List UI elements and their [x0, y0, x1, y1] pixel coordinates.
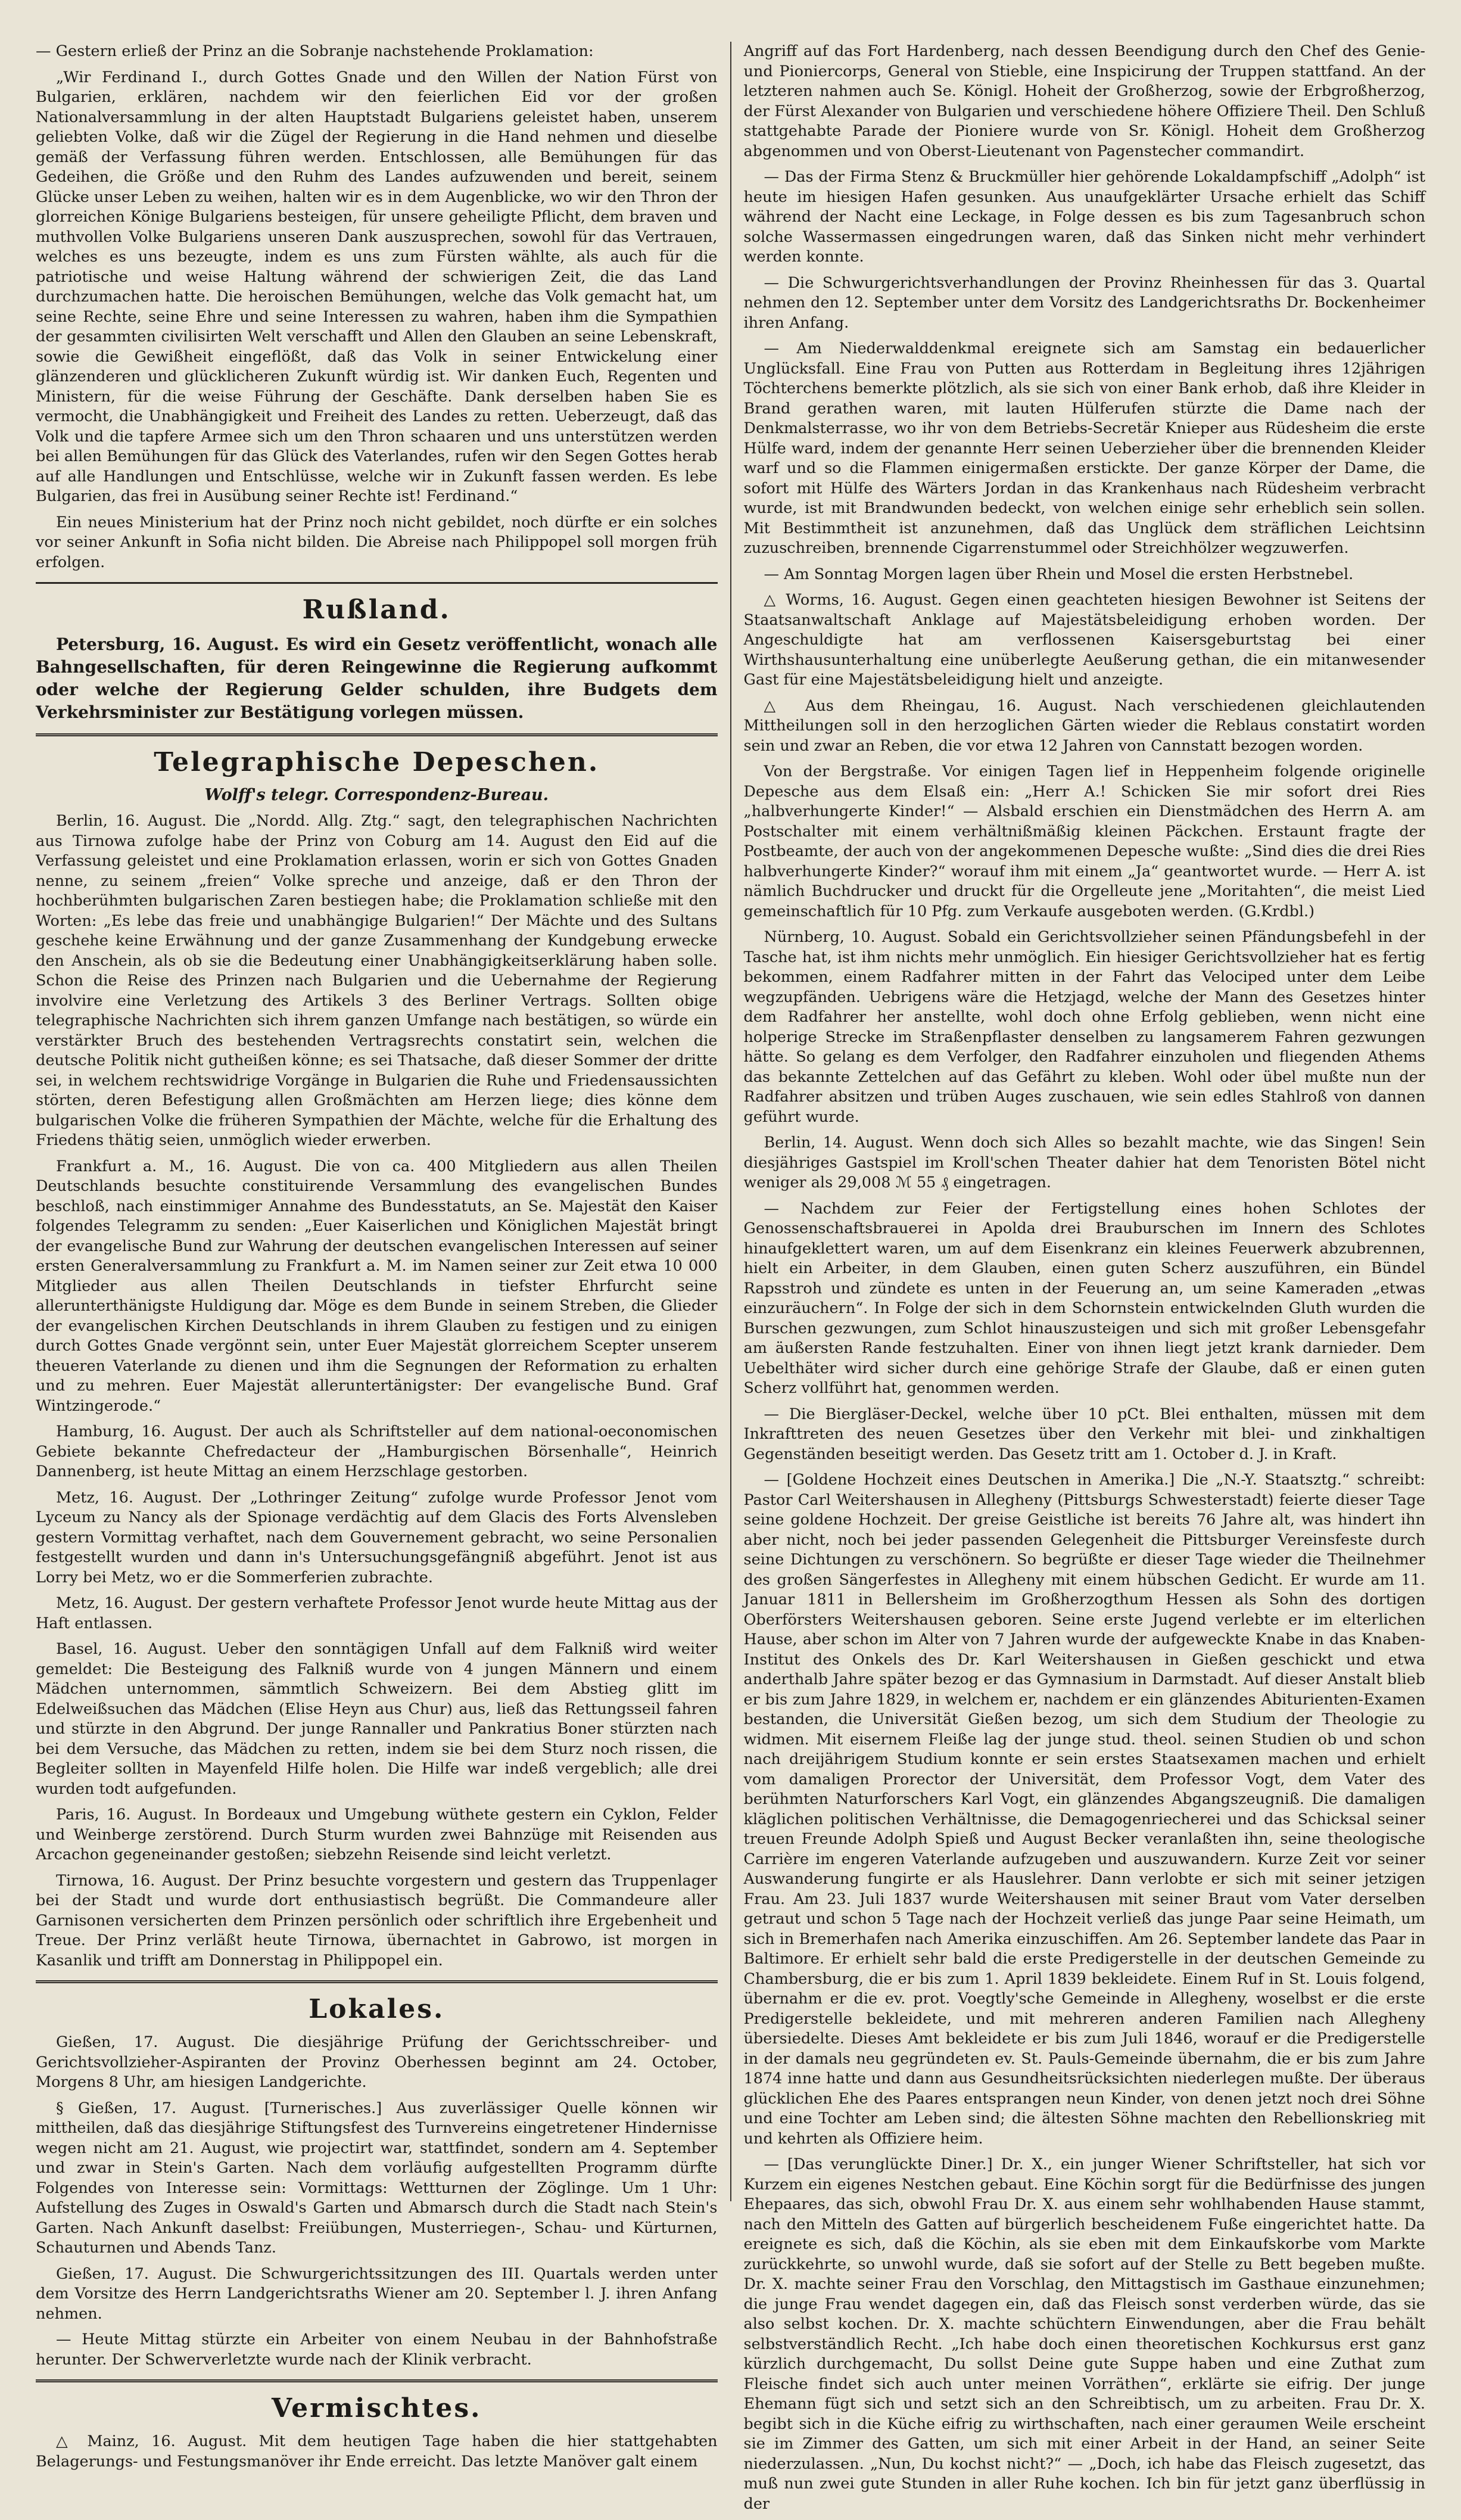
telegram-item: Paris, 16. August. In Bordeaux und Umgebung wüthete gestern ein Cyklon, Felder und Weinberge zerstörend. Durch Sturm wurden zwei Bahnzüge mit Reisenden aus Arcachon gegeneinander gestoßen; siebzehn Reisende sind leicht verletzt.	[36, 1806, 718, 1863]
article-paragraph: Berlin, 14. August. Wenn doch sich Alles so bezahlt machte, wie das Singen! Sein diesjähriges Gastspiel im Kroll'schen Theater dahier hat dem Tenoristen Bötel nicht weniger als 29,008 ℳ 55 ₰ eingetragen.	[743, 1134, 1425, 1191]
lokales-heading: Lokales.	[309, 1994, 445, 2024]
telegram-item: Basel, 16. August. Ueber den sonntägigen Unfall auf dem Falkniß wird weiter gemeldet: Die Besteigung des Falkniß wurde von 4 jungen Männern und einem Mädchen unternommen, sämmtlich Schweizern. Bei dem Abstieg glitt im Edelweißsuchen das Mädchen (Elise Heyn aus Chur) aus, ließ das Rettungsseil fahren und stürzte in den Abgrund. Der junge Rannaller und Pankratius Boner stürzten nach bei dem Versuche, das Mädchen zu retten, indem sie bei dem Sturz noch rissen, die Begleiter sollten in Mayenfeld Hilfe holen. Die Hilfe war indeß vergeblich; alle drei wurden todt aufgefunden.	[36, 1640, 718, 1798]
section-rule	[36, 1980, 718, 1983]
article-paragraph: — Am Niederwalddenkmal ereignete sich am Samstag ein bedauerlicher Unglücksfall. Eine Frau von Putten aus Rotterdam in Begleitung ihres 12jährigen Töchterchens bemerkte plötzlich, als sie sich von einer Bank erhob, daß ihre Kleider in Brand gerathen waren, mit lauten Hülferufen stürzte die Dame nach der Denkmalsterrasse, wo ihr von dem Betriebs-Secretär Knieper aus Rüdesheim die erste Hülfe ward, indem der genannte Herr seinen Ueberzieher über die brennenden Kleider warf und so die Flammen einigermaßen erstickte. Der ganze Körper der Dame, die sofort mit Hülfe des Wärters Jordan in das Krankenhaus nach Rüdesheim verbracht wurde, ist mit Brandwunden bedeckt, von welchen einige sehr erheblich sein sollen. Mit Bestimmtheit ist anzunehmen, daß das Unglück dem sträflichen Leichtsinn zuzuschreiben, brennende Cigarrenstummel oder Streichhölzer wegzuwerfen.	[743, 340, 1425, 557]
column-divider	[730, 42, 731, 2201]
telegram-item: Frankfurt a. M., 16. August. Die von ca. 400 Mitgliedern aus allen Theilen Deutschlands besuchte constituirende Versammlung des evangelischen Bundes beschloß, nach einstimmiger Annahme des Bundesstatuts, an Se. Majestät den Kaiser folgendes Telegramm zu senden: „Euer Kaiserlichen und Königlichen Majestät bringt der evangelische Bund zur Wahrung der deutschen evangelischen Interessen auf seiner ersten Generalversammlung zu Frankfurt a. M. im Namen seiner zur Zeit etwa 10 000 Mitglieder aus allen Theilen Deutschlands in tiefster Ehrfurcht seine allerunterthänigste Huldigung dar. Möge es dem Bunde in seinem Streben, die Glieder der evangelischen Kirchen Deutschlands in ihrem Glauben zu festigen und zu einigen durch Gottes Gnade vergönnt sein, unter Euer Majestät glorreichem Scepter unserem theueren Vaterlande zu dienen und ihm die Segnungen der Reformation zu erhalten und zu mehren. Euer Majestät alleruntertänigster: Der evangelische Bund. Graf Wintzingerode.“	[36, 1157, 718, 1415]
russia-heading: Rußland.	[302, 595, 451, 625]
telegraph-heading: Telegraphische Depeschen.	[154, 747, 600, 777]
telegraph-subheading: Wolff's telegr. Correspondenz-Bureau.	[204, 786, 549, 804]
article-paragraph: Angriff auf das Fort Hardenberg, nach dessen Beendigung durch den Chef des Genie- und Pioniercorps, General von Stieble, eine Inspicirung der Truppen stattfand. An der letzteren nahmen auch Se. Königl. Hoheit der Großherzog, sowie der Erbgroßherzog, der Fürst Alexander von Bulgarien und verschiedene höhere Offiziere Theil. Den Schluß stattgehabte Parade der Pioniere wurde von Sr. Königl. Hoheit dem Großherzog abgenommen und von Oberst-Lieutenant von Pagenstecher commandirt.	[743, 42, 1425, 160]
article-paragraph: — Nachdem zur Feier der Fertigstellung eines hohen Schlotes der Genossenschaftsbrauerei in Apolda drei Brauburschen im Innern des Schlotes hinaufgeklettert waren, um auf dem Eisenkranz ein kleines Feuerwerk abzubrennen, hielt ein Arbeiter, in dem Glauben, einen guten Scherz auszuführen, ein Bündel Rapsstroh und zündete es unten in der Feuerung an, um seine Kameraden „etwas einzuräuchern“. In Folge der sich in dem Schornstein entwickelnden Gluth wurden die Burschen gezwungen, zum Schlot hinauszusteigen und sich mit großer Lebensgefahr am äußersten Rande festzuhalten. Einer von ihnen liegt jetzt krank darnieder. Dem Uebelthäter wird sicher durch eine gehörige Strafe der Glaube, daß er einen guten Scherz vollführt hat, genommen werden.	[743, 1199, 1425, 1397]
article-paragraph: — [Goldene Hochzeit eines Deutschen in Amerika.] Die „N.-Y. Staatsztg.“ schreibt: Pastor Carl Weitershausen in Allegheny (Pittsburgs Schwesterstadt) feierte dieser Tage seine goldene Hochzeit. Der greise Geistliche ist bereits 76 Jahre alt, was hindert ihn aber nicht, noch bei jeder passenden Gelegenheit die Pittsburger Vereinsfeste durch seine Dichtungen zu verschönern. So begrüßte er dieser Tage wieder die Theilnehmer des großen Sängerfestes in Allegheny mit einem hübschen Gedicht. Er wurde am 11. Januar 1811 in Bellersheim im Großherzogthum Hessen als Sohn des dortigen Oberförsters Weitershausen geboren. Seine erste Jugend verlebte er im elterlichen Hause, aber schon im Alter von 7 Jahren wurde der aufgeweckte Knabe in das Knaben-Institut des Onkels des Dr. Karl Weitershausen in Gießen geschickt und etwa anderthalb Jahre später bezog er das Gymnasium in Darmstadt. Auf dieser Anstalt blieb er bis zum Jahre 1829, in welchem er, nachdem er ein glänzendes Abiturienten-Examen bestanden, die Universität Gießen bezog, um sich dem Studium der Theologie zu widmen. Mit eisernem Fleiße lag der junge stud. theol. seinen Studien ob und schon nach dreijährigem Studium konnte er sein erstes Staatsexamen machen und erhielt vom damaligen Prorector der Universität, dem Professor Vogt, dem Vater des berühmten Naturforschers Karl Vogt, ein glänzendes Abgangszeugniß. Die damaligen kläglichen politischen Verhältnisse, die Demagogenriecherei und das Schicksal seiner treuen Freunde Adolph Spieß und August Becker veranlaßten ihn, seine theologische Carrière im engeren Vaterlande aufzugeben und auszuwandern. Kurze Zeit vor seiner Auswanderung fungirte er als Hauslehrer. Dann verlobte er sich mit seiner jetzigen Frau. Am 23. Juli 1837 wurde Weitershausen mit seiner Braut vom Vater derselben getraut und schon 5 Tage nach der Hochzeit verließ das junge Paar seine Heimath, um sich in Bremerhafen nach Amerika einzuschiffen. Am 26. September landete das Paar in Baltimore. Er erhielt sehr bald die erste Predigerstelle in der deutschen Gemeinde zu Chambersburg, die er bis zum 1. April 1839 bekleidete. Einem Ruf in St. Louis folgend, übernahm er die ev. prot. Voegtly'sche Gemeinde in Allegheny, woselbst er die erste Predigerstelle bekleidete, und mit mehreren anderen Familien nach Allegheny übersiedelte. Dieses Amt bekleidete er bis zum Juli 1846, worauf er die Predigerstelle in der damals neu gegründeten ev. St. Pauls-Gemeinde übernahm, die er bis zum Jahre 1874 inne hatte und dann aus Gesundheitsrücksichten niederlegen mußte. Der überaus glücklichen Ehe des Paares entsprangen neun Kinder, von denen jetzt noch drei Söhne und eine Tochter am Leben sind; die ältesten Söhne machten den Rebellionskrieg mit und kehrten als Offiziere heim.	[743, 1471, 1425, 2148]
article-paragraph: Nürnberg, 10. August. Sobald ein Gerichtsvollzieher seinen Pfändungsbefehl in der Tasche hat, ist ihm nichts mehr unmöglich. Ein hiesiger Gerichtsvollzieher hat es fertig bekommen, einem Radfahrer mitten in der Fahrt das Velociped unter dem Leibe wegzupfänden. Uebrigens wäre die Hetzjagd, welche der Mann des Gesetzes hinter dem Radfahrer her anstellte, wohl doch ohne Erfolg geblieben, wenn nicht eine holperige Strecke im Straßenpflaster denselben zu langsamerem Fahren gezwungen hätte. So gelang es dem Verfolger, den Radfahrer einzuholen und fliegenden Athems das bekannte Zettelchen auf das Gefährt zu kleben. Wohl oder übel mußte nun der Radfahrer absitzen und trüben Auges zuschauen, wie sein edles Stahlroß von dannen geführt wurde.	[743, 928, 1425, 1126]
telegram-item: Metz, 16. August. Der gestern verhaftete Professor Jenot wurde heute Mittag aus der Haft entlassen.	[36, 1594, 718, 1632]
telegram-item: Tirnowa, 16. August. Der Prinz besuchte vorgestern und gestern das Truppenlager bei der Stadt und wurde dort enthusiastisch begrüßt. Die Commandeure aller Garnisonen versicherten dem Prinzen persönlich oder schriftlich ihre Ergebenheit und Treue. Der Prinz verläßt heute Tirnowa, übernachtet in Gabrowo, ist morgen in Kasanlik und trifft am Donnerstag in Philippopel ein.	[36, 1871, 718, 1970]
article-paragraph: — Am Sonntag Morgen lagen über Rhein und Mosel die ersten Herbstnebel.	[764, 565, 1354, 583]
lokales-item: § Gießen, 17. August. [Turnerisches.] Aus zuverlässiger Quelle können wir mittheilen, daß das diesjährige Stiftungsfest des Turnvereins eingetretener Hindernisse wegen nicht am 21. August, wie projectirt war, stattfindet, sondern am 4. September und zwar in Stein's Garten. Nach dem vorläufig aufgestellten Programm dürfte Folgendes von Interesse sein: Vormittags: Wettturnen der Zöglinge. Um 1 Uhr: Aufstellung des Zuges in Oswald's Garten und Abmarsch durch die Stadt nach Stein's Garten. Nach Ankunft daselbst: Freiübungen, Musterriegen-, Schau- und Kürturnen, Schauturnen und Abends Tanz.	[36, 2099, 718, 2257]
two-column-layout	[36, 42, 1425, 2513]
telegram-item: Berlin, 16. August. Die „Nordd. Allg. Ztg.“ sagt, den telegraphischen Nachrichten aus Tirnowa zufolge habe der Prinz von Coburg am 14. August den Eid auf die Verfassung geleistet und eine Proklamation erlassen, worin er sich von Gottes Gnaden nenne, zu seinem „freien“ Volke spreche und anzeige, daß er den Thron der hochberühmten bulgarischen Zaren bestiegen habe; die Proklamation schließe mit den Worten: „Es lebe das freie und unabhängige Bulgarien!“ Der Mächte und des Sultans geschehe keine Erwähnung und der ganze Zusammenhang der Kundgebung erwecke den Anschein, als ob sie die Bedeutung einer Unabhängigkeitserklärung haben solle. Schon die Reise des Prinzen nach Bulgarien und die Uebernahme der Regierung involvire eine Verletzung des Artikels 3 des Berliner Vertrags. Sollten obige telegraphische Nachrichten sich ihrem ganzen Umfange nach bestätigen, so würde ein verstärkter Bruch des bestehenden Vertragsrechts constatirt sein, welchen die deutsche Politik nicht gutheißen könne; es sei Thatsache, daß dieser Sommer der dritte sei, in welchem rechtswidrige Vorgänge in Bulgarien die Ruhe und Friedensaussichten störten, deren Befestigung allen Großmächten am Herzen liege; dies könne dem bulgarischen Volke die früheren Sympathien der Mächte, welche für die Erhaltung des Friedens thätig seien, unmöglich wieder erwerben.	[36, 812, 718, 1149]
petersburg-news: Petersburg, 16. August. Es wird ein Gesetz veröffentlicht, wonach alle Bahngesellschaften, für deren Reingewinne die Regierung aufkommt oder welche der Regierung Gelder schulden, ihre Budgets dem Verkehrsminister zur Bestätigung vorlegen müssen.	[36, 634, 718, 722]
lokales-item: — Heute Mittag stürzte ein Arbeiter von einem Neubau in der Bahnhofstraße herunter. Der Schwerverletzte wurde nach der Klinik verbracht.	[36, 2331, 718, 2369]
article-paragraph: — Die Biergläser-Deckel, welche über 10 pCt. Blei enthalten, müssen mit dem Inkrafttreten des neuen Gesetzes über den Verkehr mit blei- und zinkhaltigen Gegenständen beseitigt werden. Das Gesetz tritt am 1. October d. J. in Kraft.	[743, 1405, 1425, 1463]
lokales-item: Gießen, 17. August. Die diesjährige Prüfung der Gerichtsschreiber- und Gerichtsvollzieher-Aspiranten der Provinz Oberhessen beginnt am 24. October, Morgens 8 Uhr, am hiesigen Landgerichte.	[36, 2033, 718, 2091]
proclamation-text: „Wir Ferdinand I., durch Gottes Gnade und den Willen der Nation Fürst von Bulgarien, erklären, nachdem wir den feierlichen Eid vor der großen Nationalversammlung in der alten Hauptstadt Bulgariens geleistet haben, unserem geliebten Volke, daß wir die Zügel der Regierung in die Hand nehmen und dieselbe gemäß der Verfassung führen werden. Entschlossen, alle Bemühungen für das Gedeihen, die Größe und den Ruhm des Landes aufzuwenden und bereit, seinem Glücke unser Leben zu weihen, halten wir es in dem Augenblicke, wo wir den Thron der glorreichen Könige Bulgariens besteigen, für unsere geheiligte Pflicht, dem braven und muthvollen Volke Bulgariens unseren Dank auszusprechen, sowohl für das Vertrauen, welches es uns bezeugte, indem es uns zum Fürsten wählte, als auch für die patriotische und weise Haltung während der schwierigen Zeit, die das Land durchzumachen hatte. Die heroischen Bemühungen, welche das Volk gemacht hat, um seine Rechte, seine Ehre und seine Interessen zu wahren, haben ihm die Sympathien der gesammten civilisirten Welt verschafft und Allen den Glauben an seine Lebenskraft, sowie die Gewißheit eingeflößt, daß das Volk in seiner Entwickelung einer glänzenderen und glücklicheren Zukunft würdig ist. Wir danken Euch, Regenten und Ministern, für die weise Führung der Geschäfte. Dank derselben haben Sie es vermocht, die Unabhängigkeit und Freiheit des Landes zu retten. Ueberzeugt, daß das Volk und die tapfere Armee sich um den Thron schaaren und uns unterstützen werden bei allen Bemühungen für das Glück des Vaterlandes, rufen wir den Segen Gottes herab auf alle Handlungen und Entschlüsse, welche wir in Zukunft fassen werden. Es lebe Bulgarien, das frei in Ausübung seiner Rechte ist! Ferdinand.“	[36, 68, 718, 505]
article-paragraph: △ Aus dem Rheingau, 16. August. Nach verschiedenen gleichlautenden Mittheilungen soll in den herzoglichen Gärten wieder die Reblaus constatirt worden sein und zwar an Reben, die vor etwa 12 Jahren von Cannstatt bezogen worden.	[743, 696, 1425, 755]
ministry-note: Ein neues Ministerium hat der Prinz noch nicht gebildet, noch dürfte er ein solches vor seiner Ankunft in Sofia nicht bilden. Die Abreise nach Philippopel soll morgen früh erfolgen.	[36, 513, 718, 571]
article-paragraph: Von der Bergstraße. Vor einigen Tagen lief in Heppenheim folgende originelle Depesche aus dem Elsaß ein: „Herr A.! Schicken Sie mir sofort drei Ries „halbverhungerte Kinder!“ — Alsbald erschien ein Dienstmädchen des Herrn A. am Postschalter mit einem verhältnißmäßig kleinen Päckchen. Erstaunt fragte der Postbeamte, der auch von der angekommenen Depesche wußte: „Sind dies die drei Ries halbverhungerte Kinder?“ worauf ihm mit einem „Ja“ geantwortet wurde. — Herr A. ist nämlich Buchdrucker und druckt für die Orgelleute jene „Moritahten“, die meist Lied gemeinschaftlich für 10 Pfg. zum Verkaufe ausgeboten werden. (G.Krdbl.)	[743, 763, 1425, 920]
section-rule	[36, 582, 718, 584]
section-rule	[36, 2379, 718, 2382]
left-column	[36, 42, 718, 2520]
vermischtes-heading: Vermischtes.	[271, 2393, 482, 2423]
section-rule	[36, 733, 718, 736]
article-paragraph: — Die Schwurgerichtsverhandlungen der Provinz Rheinhessen für das 3. Quartal nehmen den 12. September unter dem Vorsitz des Landgerichtsraths Dr. Bockenheimer ihren Anfang.	[743, 273, 1425, 332]
bulgaria-intro: — Gestern erließ der Prinz an die Sobranje nachstehende Proklamation:	[36, 42, 594, 60]
telegram-item: Metz, 16. August. Der „Lothringer Zeitung“ zufolge wurde Professor Jenot vom Lyceum zu Nancy als der Spionage verdächtig auf dem Glacis des Forts Alvensleben gestern Vormittag verhaftet, nach dem Gouvernement gebracht, wo seine Personalien festgestellt wurden und dann in's Untersuchungsgefängniß abgeführt. Jenot ist aus Lorry bei Metz, wo er die Sommerferien zubrachte.	[36, 1488, 718, 1586]
article-paragraph: △ Worms, 16. August. Gegen einen geachteten hiesigen Bewohner ist Seitens der Staatsanwaltschaft Anklage auf Majestätsbeleidigung erhoben worden. Der Angeschuldigte hat am verflossenen Kaisersgeburtstag bei einer Wirthshausunterhaltung eine unüberlegte Aeußerung gethan, die ein mitanwesender Gast für eine Majestätsbeleidigung hielt und anzeigte.	[743, 591, 1425, 689]
telegram-item: Hamburg, 16. August. Der auch als Schriftsteller auf dem national-oeconomischen Gebiete bekannte Chefredacteur der „Hamburgischen Börsenhalle“, Heinrich Dannenberg, ist heute Mittag an einem Herzschlage gestorben.	[36, 1423, 718, 1480]
right-column	[744, 42, 1426, 2520]
mainz-item: △ Mainz, 16. August. Mit dem heutigen Tage haben die hier stattgehabten Belagerungs- und Festungsmanöver ihr Ende erreicht. Das letzte Manöver galt einem	[36, 2432, 718, 2471]
article-paragraph: — [Das verunglückte Diner.] Dr. X., ein junger Wiener Schriftsteller, hat sich vor Kurzem ein eigenes Nestchen gebaut. Eine Köchin sorgt für die Bedürfnisse des jungen Ehepaares, das sich, obwohl Frau Dr. X. aus einem sehr wohlhabenden Hause stammt, nach den Mitteln des Gatten auf bürgerlich bescheidenem Fuße eingerichtet hatte. Da ereignete es sich, daß die Köchin, als sie eben mit dem Einkaufskorbe vom Markte zurückkehrte, so unwohl wurde, daß sie sofort auf der Stelle zu Bett begeben mußte. Dr. X. machte seiner Frau den Vorschlag, den Mittagstisch im Gasthaue einzunehmen; die junge Frau wendet dagegen ein, daß das Fleisch sonst verderben würde, das sie also selbst kochen. Dr. X. machte schüchtern Einwendungen, aber die Frau behält selbstverständlich Recht. „Ich habe doch einen theoretischen Kochkursus erst ganz kürzlich durchgemacht, Du sollst Deine gute Suppe haben und eine Zuthat zum Fleische findet sich auch unter meinen Vorräthen“, erklärte sie eifrig. Der junge Ehemann fügt sich und setzt sich an den Schreibtisch, um zu arbeiten. Frau Dr. X. begibt sich in die Küche eifrig zu wirthschaften, nach einer geraumen Weile erscheint sie im Zimmer des Gatten, um sich mit einer Arbeit in der Hand, an seiner Seite niederzulassen. „Nun, Du kochst nicht?“ — „Doch, ich habe das Fleisch zugesetzt, das muß nun zwei gute Stunden in aller Ruhe kochen. Ich bin für jetzt ganz überflüssig in der	[743, 2155, 1425, 2513]
article-paragraph: — Das der Firma Stenz & Bruckmüller hier gehörende Lokaldampfschiff „Adolph“ ist heute im hiesigen Hafen gesunken. Aus unaufgeklärter Ursache erhielt das Schiff während der Nacht eine Leckage, in Folge dessen es bis zum Tagesanbruch schon solche Wassermassen eingedrungen waren, daß das Sinken nicht mehr verhindert werden konnte.	[743, 168, 1425, 266]
lokales-item: Gießen, 17. August. Die Schwurgerichtssitzungen des III. Quartals werden unter dem Vorsitze des Herrn Landgerichtsraths Wiener am 20. September l. J. ihren Anfang nehmen.	[36, 2264, 718, 2323]
